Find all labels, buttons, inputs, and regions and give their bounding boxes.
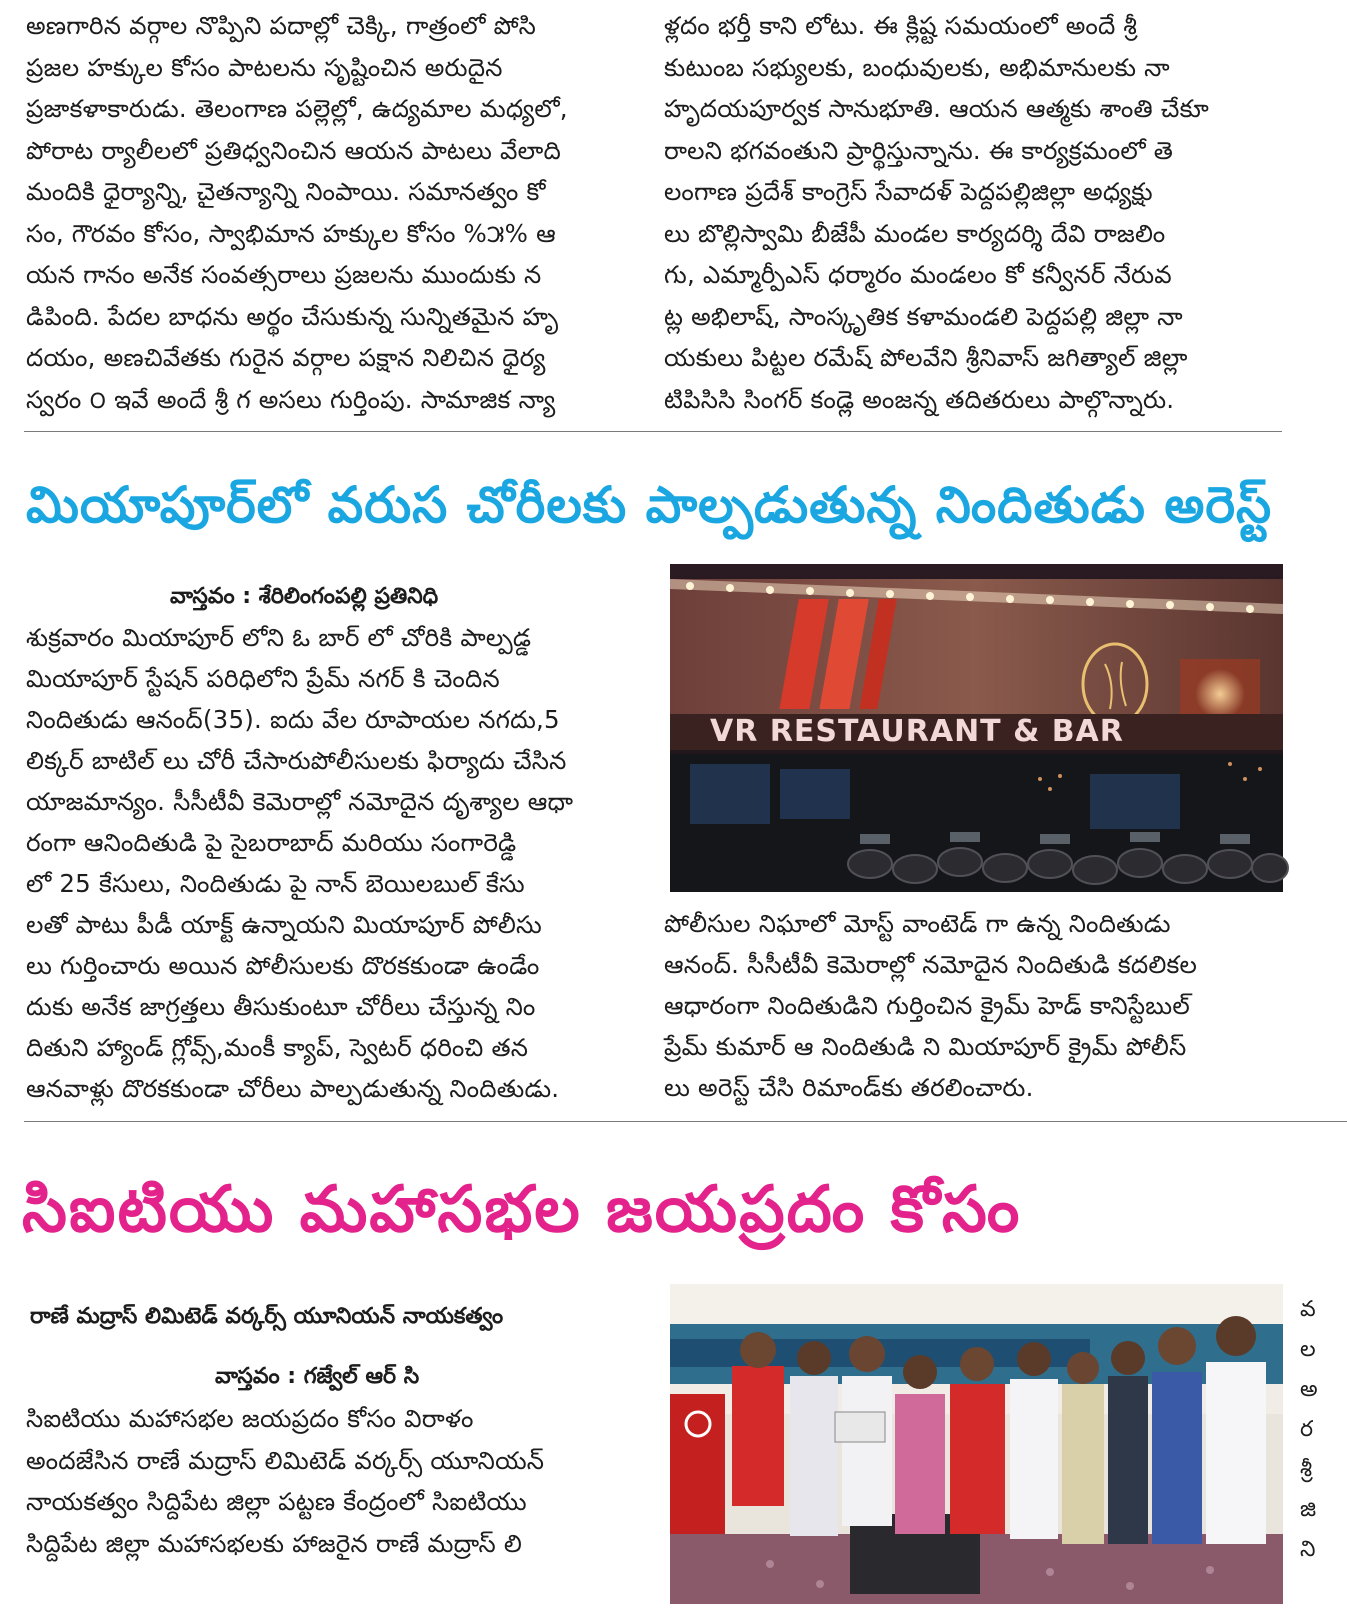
text-line: నాయకత్వం సిద్దిపేట జిల్లా పట్టణ కేంద్రంలో సిఐటియు bbox=[26, 1487, 527, 1516]
adjacent-column-edge bbox=[1300, 1290, 1340, 1570]
text-line: శుక్రవారం మియాపూర్ లోని ఓ బార్ లో చోరికి పాల్పడ్డ bbox=[26, 623, 532, 652]
text-line: ని bbox=[1300, 1537, 1316, 1562]
text-line: లు అరెస్ట్ చేసి రిమాండ్‌కు తరలించారు. bbox=[664, 1073, 1034, 1102]
text-line: ఆనంద్. సీసీటీవీ కెమెరాల్లో నమోదైన నిందితుడి కదలికల bbox=[664, 950, 1198, 979]
text-line: ప్రేమ్ కుమార్ ఆ నిందితుడి ని మియాపూర్ క్రైమ్ పోలీస్ bbox=[664, 1032, 1187, 1061]
text-line: లతో పాటు పీడీ యాక్ట్ ఉన్నాయని మియాపూర్ పోలీసు bbox=[26, 910, 542, 939]
text-line: లు గుర్తించారు అయిన పోలీసులకు దొరకకుండా ఉండేం bbox=[26, 951, 540, 980]
text-line: నిందితుడు ఆనంద్(35). ఐదు వేల రూపాయల నగదు,5 bbox=[26, 705, 560, 734]
text-line: ఆధారంగా నిందితుడిని గుర్తించిన క్రైమ్ హెడ్ కానిస్టేబుల్ bbox=[664, 991, 1190, 1020]
text-line: టిపిసిసి సింగర్ కండ్లె అంజన్న తదితరులు పాల్గొన్నారు. bbox=[664, 384, 1175, 414]
text-line: యాజమాన్యం. సీసీటీవీ కెమెరాల్లో నమోదైన దృశ్యాల ఆధా bbox=[26, 787, 574, 816]
photo-sign-text: VR RESTAURANT & BAR bbox=[710, 714, 1124, 749]
text-line: ల bbox=[1300, 1337, 1316, 1362]
text-line: అణగారిన వర్గాల నొప్పిని పదాల్లో చెక్కి, గాత్రంలో పోసి bbox=[26, 11, 536, 40]
text-line: యన గానం అనేక సంవత్సరాలు ప్రజలను ముందుకు న bbox=[26, 260, 542, 289]
text-line: ప్రజల హక్కుల కోసం పాటలను సృష్టించిన అరుదైన bbox=[26, 52, 503, 82]
text-line: యకులు పిట్టల రమేష్ పోలవేని శ్రీనివాస్ జగిత్యాల్ జిల్లా bbox=[664, 343, 1188, 372]
text-line: సం, గౌరవం కోసం, స్వాభిమాన హక్కుల కోసం %౫% ఆ bbox=[26, 218, 556, 248]
text-line: దయం, అణచివేతకు గురైన వర్గాల పక్షాన నిలిచిన ధైర్య bbox=[26, 343, 546, 372]
article1-byline: వాస్తవం : శేరిలింగంపల్లి ప్రతినిధి bbox=[170, 584, 439, 609]
text-line: వ bbox=[1300, 1297, 1316, 1322]
article2-headline: సిఐటియు మహాసభల జయప్రదం కోసం bbox=[22, 1173, 1022, 1247]
text-line: దితుని హ్యాండ్ గ్లోవ్స్,మంకీ క్యాప్, స్వెటర్ ధరించి తన bbox=[26, 1033, 529, 1062]
text-line: లు బొల్లిస్వామి బీజేపీ మండల కార్యదర్శి దేవి రాజలిం bbox=[664, 218, 1166, 248]
text-line: అందజేసిన రాణే మద్రాస్ లిమిటెడ్ వర్కర్స్ యూనియన్ bbox=[26, 1445, 545, 1475]
article2-subhead: రాణే మద్రాస్ లిమిటెడ్ వర్కర్స్ యూనియన్ నాయకత్వం bbox=[30, 1304, 504, 1329]
text-line: మియాపూర్ స్టేషన్ పరిధిలోని ప్రేమ్ నగర్ కి చెందిన bbox=[26, 664, 500, 693]
article1-right-column bbox=[664, 903, 1282, 1108]
text-line: గు, ఎమ్మార్పీఎస్ ధర్మారం మండలం కో కన్వీనర్ నేరువ bbox=[664, 260, 1172, 289]
top-right-column bbox=[664, 5, 1282, 420]
photo-flag-text: CITU bbox=[626, 984, 651, 1042]
text-line: ఆనవాళ్లు దొరకకుండా చోరీలు పాల్పడుతున్న నిందితుడు. bbox=[26, 1074, 560, 1103]
text-line: దుకు అనేక జాగ్రత్తలు తీసుకుంటూ చోరీలు చేస్తున్న నిం bbox=[26, 992, 536, 1021]
section-divider bbox=[24, 431, 1282, 432]
text-line: సిద్దిపేట జిల్లా మహాసభలకు హాజరైన రాణే మద్రాస్ లి bbox=[26, 1528, 523, 1558]
text-line: ళ్లదం భర్తీ కాని లోటు. ఈ క్లిష్ట సమయంలో అందే శ్రీ bbox=[664, 11, 1138, 40]
text-line: ప్రజాకళాకారుడు. తెలంగాణ పల్లెల్లో, ఉద్యమాల మధ్యలో, bbox=[26, 94, 568, 123]
text-line: పోలీసుల నిఘాలో మోస్ట్ వాంటెడ్ గా ఉన్న నిందితుడు bbox=[664, 909, 1171, 938]
text-line: శ్రీ bbox=[1300, 1457, 1313, 1482]
text-line: ర bbox=[1300, 1417, 1314, 1442]
text-line: జి bbox=[1300, 1497, 1317, 1522]
text-line: రంగా ఆనిందితుడి పై సైబరాబాద్ మరియు సంగారెడ్డి bbox=[26, 828, 517, 857]
text-line: రాలని భగవంతుని ప్రార్థిస్తున్నాను. ఈ కార్యక్రమంలో తె bbox=[664, 135, 1173, 165]
text-line: లో 25 కేసులు, నిందితుడు పై నాన్ బెయిలబుల్ కేసు bbox=[26, 869, 525, 898]
article2-byline: వాస్తవం : గజ్వేల్ ఆర్ సి bbox=[215, 1364, 420, 1389]
text-line: లిక్కర్ బాటిల్ లు చోరీ చేసారుపోలీసులకు ఫిర్యాదు చేసిన bbox=[26, 746, 567, 775]
text-line: కుటుంబ సభ్యులకు, బంధువులకు, అభిమానులకు నా bbox=[664, 52, 1170, 82]
text-line: లంగాణ ప్రదేశ్ కాంగ్రెస్ సేవాదళ్ పెద్దపల్లిజిల్లా అధ్యక్షు bbox=[664, 177, 1153, 206]
text-line: మందికి ధైర్యాన్ని, చైతన్యాన్ని నింపాయి. సమానత్వం కో bbox=[26, 177, 546, 206]
text-line: డిపింది. పేదల బాధను అర్థం చేసుకున్న సున్నితమైన హృ bbox=[26, 301, 559, 331]
section-divider bbox=[24, 1121, 1347, 1122]
text-line: అ bbox=[1300, 1377, 1318, 1402]
text-line: హృదయపూర్వక సానుభూతి. ఆయన ఆత్మకు శాంతి చేకూ bbox=[664, 94, 1209, 123]
article2-left-column bbox=[26, 1398, 638, 1564]
text-line: పోరాట ర్యాలీలలో ప్రతిధ్వనించిన ఆయన పాటలు వేలాది bbox=[26, 135, 562, 165]
top-left-column bbox=[26, 5, 638, 420]
article1-headline: మియాపూర్‌లో వరుస చోరీలకు పాల్పడుతున్న నిందితుడు అరెస్ట్ bbox=[26, 476, 1273, 534]
article1-left-column bbox=[26, 617, 638, 1109]
text-line: ట్ల అభిలాష్, సాంస్కృతిక కళామండలి పెద్దపల్లి జిల్లా నా bbox=[664, 301, 1183, 331]
text-line: సిఐటియు మహాసభల జయప్రదం కోసం విరాళం bbox=[26, 1404, 474, 1433]
text-line: స్వరం ౦ ఇవే అందే శ్రీ గ అసలు గుర్తింపు. సామాజిక న్యా bbox=[26, 384, 556, 414]
restaurant-photo bbox=[670, 564, 1283, 892]
